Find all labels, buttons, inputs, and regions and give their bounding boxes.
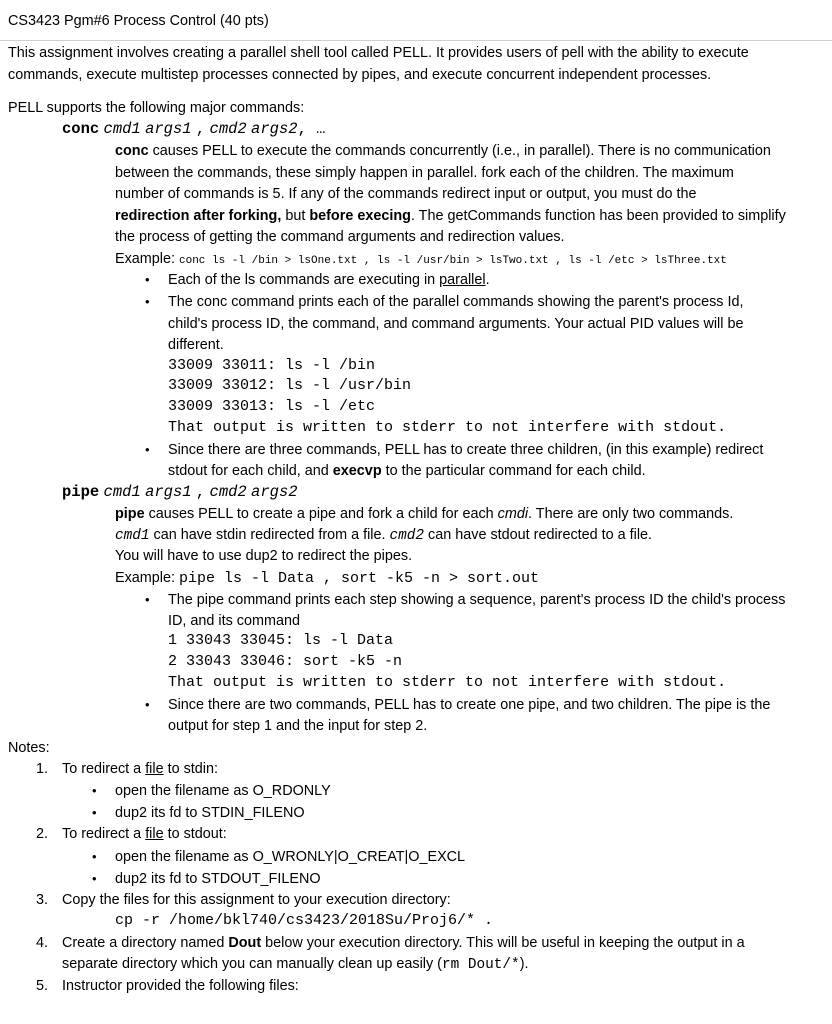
conc-cmd1: cmd1 — [103, 120, 141, 138]
pipe-desc-cmd2: cmd2 — [389, 528, 425, 544]
pipe-output-note: That output is written to stderr to not interfere with stdout. — [168, 674, 727, 691]
conc-args1: args1 — [145, 120, 192, 138]
note-2-post: to stdout: — [163, 826, 227, 842]
pipe-desc-mid: causes PELL to create a pipe and fork a child for each — [144, 506, 498, 522]
bullet-icon: • — [145, 442, 150, 457]
note-1-pre: To redirect a — [62, 761, 146, 777]
note-4-l2-post: ). — [519, 956, 529, 972]
conc-desc-2: between the commands, these simply happen in parallel. fork each of the children. The maximum — [115, 165, 734, 181]
pipe-bullet-2-l1: Since there are two commands, PELL has to create one pipe, and two children. The pipe is the — [168, 697, 771, 713]
note-4-pre: Create a directory named — [62, 935, 229, 951]
note-3: Copy the files for this assignment to your execution directory: — [62, 892, 451, 908]
conc-bullet-1-end: . — [485, 272, 490, 288]
pipe-cmd1: cmd1 — [103, 483, 141, 501]
note-3-number: 3. — [36, 892, 49, 908]
conc-sep: , — [195, 120, 206, 138]
conc-bullet-2-l2: child's process ID, the command, and command arguments. Your actual PID values will be — [168, 316, 744, 332]
note-4-l2-pre: separate directory which you can manually clean up easily ( — [62, 956, 442, 972]
note-4-bold: Dout — [228, 935, 262, 951]
pipe-sep: , — [195, 483, 206, 501]
pipe-desc-keyword: pipe — [115, 506, 145, 522]
conc-syntax — [62, 119, 325, 139]
note-5: Instructor provided the following files: — [62, 978, 299, 994]
pipe-args2: args2 — [251, 483, 298, 501]
pipe-output-1: 1 33043 33045: ls -l Data — [168, 632, 394, 649]
pipe-bullet-2-l2: output for step 1 and the input for step 2. — [168, 718, 428, 734]
pipe-bullet-1-l1: The pipe command prints each step showing a sequence, parent's process ID the child's process — [168, 592, 786, 608]
conc-desc-keyword: conc — [115, 143, 149, 159]
note-2-bullet-1: open the filename as O_WRONLY|O_CREAT|O_EXCL — [115, 849, 466, 865]
note-2-bullet-2: dup2 its fd to STDOUT_FILENO — [115, 871, 321, 887]
pipe-example — [115, 568, 539, 589]
conc-bullet-1-underlined: parallel — [439, 272, 486, 288]
conc-bullet-3-l2 — [168, 461, 646, 481]
conc-desc-4 — [115, 206, 786, 226]
intro-line-2: commands, execute multistep processes connected by pipes, and execute concurrent independent processes. — [8, 67, 712, 83]
note-3-code: cp -r /home/bkl740/cs3423/2018Su/Proj6/* . — [115, 912, 494, 929]
conc-keyword: conc — [62, 120, 100, 138]
conc-output-1: 33009 33011: ls -l /bin — [168, 357, 376, 374]
note-4-l2-code: rm Dout/* — [441, 957, 520, 973]
conc-bullet-1 — [168, 270, 490, 290]
conc-args2: args2 — [251, 120, 298, 138]
conc-bullet-2-l3: different. — [168, 337, 224, 353]
note-4-post: below your execution directory. This will be useful in keeping the output in a — [261, 935, 745, 951]
bullet-icon: • — [92, 871, 97, 886]
pipe-desc-cmd1: cmd1 — [115, 528, 150, 544]
conc-bullet-2-l1: The conc command prints each of the parallel commands showing the parent's process Id, — [168, 294, 744, 310]
bullet-icon: • — [92, 805, 97, 820]
conc-cmd2: cmd2 — [209, 120, 247, 138]
conc-desc-5: the process of getting the command arguments and redirection values. — [115, 229, 565, 245]
conc-example — [115, 249, 727, 271]
pipe-args1: args1 — [145, 483, 192, 501]
note-5-number: 5. — [36, 978, 49, 994]
conc-bullet-1-text: Each of the ls commands are executing in — [168, 272, 440, 288]
conc-example-code: conc ls -l /bin > lsOne.txt , ls -l /usr/bin > lsTwo.txt , ls -l /etc > lsThree.txt — [179, 255, 727, 267]
pipe-desc-3: You will have to use dup2 to redirect the pipes. — [115, 548, 413, 564]
conc-output-3: 33009 33013: ls -l /etc — [168, 398, 376, 415]
title-divider — [0, 40, 832, 41]
note-1-number: 1. — [36, 761, 49, 777]
note-1-post: to stdin: — [163, 761, 218, 777]
note-4-number: 4. — [36, 935, 49, 951]
pipe-desc-2 — [115, 525, 652, 546]
note-4-l2 — [62, 954, 528, 975]
bullet-icon: • — [145, 697, 150, 712]
note-4-l1 — [62, 933, 745, 953]
note-1-bullet-1: open the filename as O_RDONLY — [115, 783, 331, 799]
conc-output-note: That output is written to stderr to not interfere with stdout. — [168, 419, 727, 436]
pipe-output-2: 2 33043 33046: sort -k5 -n — [168, 653, 403, 670]
pipe-syntax — [62, 482, 298, 502]
pipe-example-code: pipe ls -l Data , sort -k5 -n > sort.out — [179, 570, 540, 587]
conc-bullet-3-l1: Since there are three commands, PELL has to create three children, (in this example) redirect — [168, 442, 764, 458]
conc-desc-bold-1: redirection after forking, — [115, 208, 282, 224]
notes-heading: Notes: — [8, 740, 50, 756]
page-title: CS3423 Pgm#6 Process Control (40 pts) — [8, 13, 269, 29]
conc-desc-bold-2: before execing — [309, 208, 411, 224]
supports-heading: PELL supports the following major commands: — [8, 100, 305, 116]
conc-ellipsis: , … — [297, 120, 326, 138]
note-1-underlined: file — [145, 761, 164, 777]
pipe-cmd2: cmd2 — [209, 483, 247, 501]
conc-output-2: 33009 33012: ls -l /usr/bin — [168, 377, 412, 394]
intro-line-1: This assignment involves creating a parallel shell tool called PELL. It provides users of pell with the ability to execute — [8, 45, 749, 61]
note-2-underlined: file — [145, 826, 164, 842]
pipe-desc-1 — [115, 504, 733, 524]
conc-desc-3: number of commands is 5. If any of the commands redirect input or output, you must do the — [115, 186, 697, 202]
pipe-desc-post: . There are only two commands. — [528, 506, 734, 522]
pipe-example-label: Example: — [115, 570, 179, 586]
conc-desc-mid: but — [281, 208, 310, 224]
pipe-keyword: pipe — [62, 483, 100, 501]
pipe-bullet-1-l2: ID, and its command — [168, 613, 300, 629]
conc-bullet-3-pre: stdout for each child, and — [168, 463, 333, 479]
pipe-desc-m1: can have stdin redirected from a file. — [149, 527, 390, 543]
conc-bullet-3-post: to the particular command for each child. — [381, 463, 646, 479]
bullet-icon: • — [145, 592, 150, 607]
conc-example-label: Example: — [115, 251, 179, 267]
note-1-bullet-2: dup2 its fd to STDIN_FILENO — [115, 805, 305, 821]
pipe-desc-m2: can have stdout redirected to a file. — [424, 527, 653, 543]
note-2 — [62, 824, 227, 844]
bullet-icon: • — [145, 294, 150, 309]
conc-desc-rest: . The getCommands function has been provided to simplify — [410, 208, 786, 224]
conc-bullet-3-bold: execvp — [332, 463, 382, 479]
bullet-icon: • — [145, 272, 150, 287]
conc-desc-1 — [115, 141, 771, 161]
note-1 — [62, 759, 218, 779]
pipe-desc-italic: cmdi — [497, 506, 529, 522]
note-2-number: 2. — [36, 826, 49, 842]
conc-desc-text: causes PELL to execute the commands concurrently (i.e., in parallel). There is no communication — [148, 143, 771, 159]
bullet-icon: • — [92, 783, 97, 798]
note-2-pre: To redirect a — [62, 826, 146, 842]
bullet-icon: • — [92, 849, 97, 864]
